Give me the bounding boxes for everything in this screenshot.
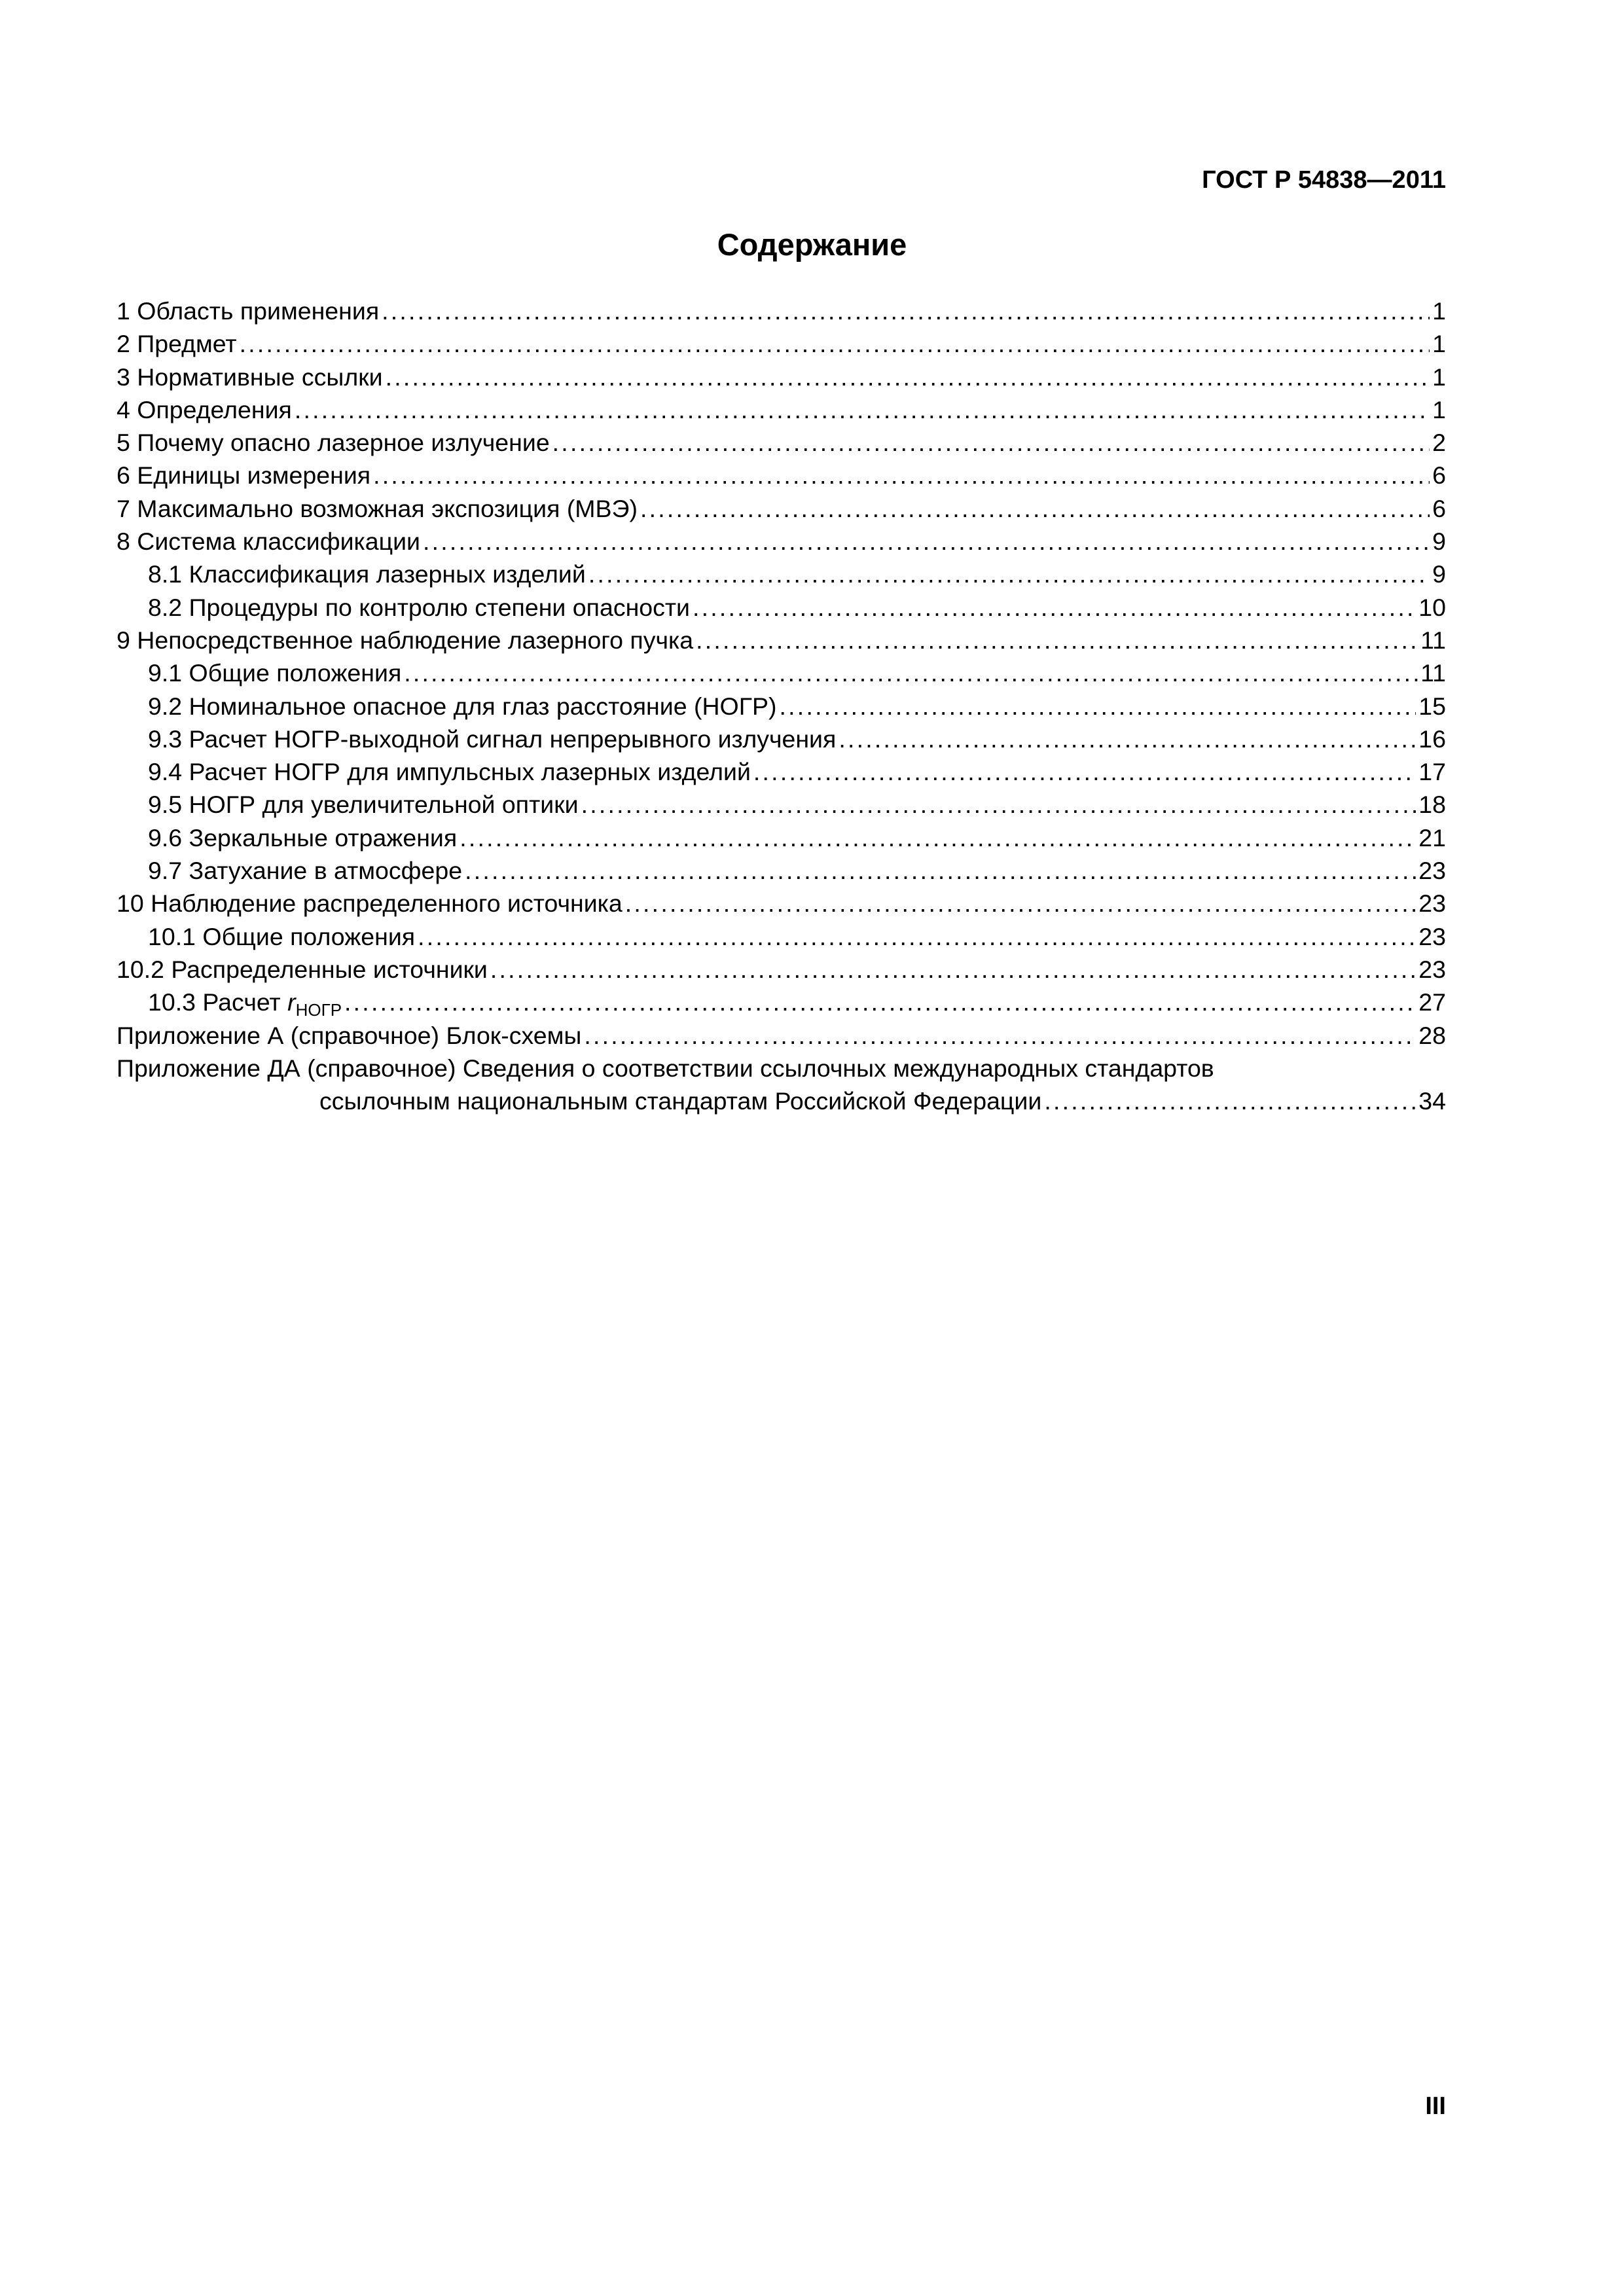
- toc-entry-label-prefix: 10.3 Расчет: [148, 988, 288, 1016]
- toc-leader-dots: [780, 690, 1416, 723]
- toc-leader-dots: [460, 821, 1416, 854]
- toc-entry-page: 23: [1418, 922, 1446, 950]
- toc-entry-page: 10: [1418, 593, 1446, 621]
- toc-leader-dots: [753, 755, 1416, 788]
- toc-entry[interactable]: [117, 1019, 1446, 1052]
- symbol-subscript: НОГР: [295, 1000, 342, 1020]
- toc-leader-dots: [344, 986, 1416, 1018]
- toc-entry[interactable]: [117, 295, 1446, 327]
- toc-entry[interactable]: [117, 558, 1446, 590]
- toc-entry-page: 18: [1418, 791, 1446, 819]
- toc-leader-dots: [423, 525, 1430, 558]
- toc-entry-label: 8 Система классификации: [117, 528, 420, 556]
- toc-entry-page: 9: [1432, 560, 1446, 588]
- toc-entry-page: 6: [1432, 494, 1446, 522]
- toc-entry-label: 10.2 Распределенные источники: [117, 955, 488, 983]
- toc-entry[interactable]: [117, 525, 1446, 558]
- toc-entry-page: 15: [1418, 692, 1446, 720]
- toc-entry-label: 4 Определения: [117, 395, 292, 423]
- toc-entry[interactable]: [117, 393, 1446, 426]
- toc-entry-label: 2 Предмет: [117, 330, 237, 358]
- toc-leader-dots: [581, 788, 1416, 821]
- toc-leader-dots: [584, 1019, 1416, 1052]
- toc-entry-page: 34: [1418, 1087, 1446, 1115]
- toc-entry[interactable]: [117, 624, 1446, 656]
- toc-entry-label: 10 Наблюдение распределенного источника: [117, 889, 623, 918]
- toc-leader-dots: [404, 656, 1418, 689]
- toc-leader-dots: [625, 887, 1416, 920]
- page-number: III: [1425, 2092, 1446, 2120]
- toc-entry[interactable]: [117, 986, 1446, 1018]
- toc-leader-dots: [373, 459, 1430, 492]
- toc-entry-page: 1: [1432, 330, 1446, 358]
- toc-entry-page: 17: [1418, 758, 1446, 786]
- toc-entry-page: 16: [1418, 725, 1446, 753]
- toc-entry[interactable]: [117, 426, 1446, 459]
- toc-entry[interactable]: [117, 723, 1446, 755]
- toc-entry[interactable]: [117, 591, 1446, 624]
- toc-entry-page: 23: [1418, 955, 1446, 983]
- toc-entry-page: 11: [1420, 626, 1446, 654]
- toc-leader-dots: [382, 295, 1430, 327]
- toc-entry-continuation[interactable]: [117, 1085, 1446, 1117]
- toc-entry-label-line2: ссылочным национальным стандартам Российской Федерации: [319, 1087, 1042, 1115]
- toc-entry-label: 9.7 Затухание в атмосфере: [148, 857, 463, 885]
- toc-entry-label: 9.3 Расчет НОГР-выходной сигнал непрерывного излучения: [148, 725, 837, 753]
- toc-entry[interactable]: [117, 920, 1446, 953]
- toc-entry-page: 28: [1418, 1021, 1446, 1049]
- toc-entry[interactable]: [117, 821, 1446, 854]
- toc-entry-page: 23: [1418, 889, 1446, 918]
- toc-entry-label: Приложение А (справочное) Блок-схемы: [117, 1021, 582, 1049]
- toc-entry-page: 27: [1418, 988, 1446, 1016]
- toc-entry-page: 2: [1432, 429, 1446, 457]
- toc-entry-page: 1: [1432, 395, 1446, 423]
- toc-entry-label: 9.5 НОГР для увеличительной оптики: [148, 791, 579, 819]
- toc-entry-label: 10.1 Общие положения: [148, 922, 416, 950]
- toc-entry[interactable]: [117, 755, 1446, 788]
- toc-title: Содержание: [717, 227, 907, 262]
- toc-entry-label: 3 Нормативные ссылки: [117, 363, 383, 391]
- toc-entry[interactable]: [117, 788, 1446, 821]
- toc-entry-label: 9.6 Зеркальные отражения: [148, 823, 458, 852]
- toc-entry-label: 9.1 Общие положения: [148, 659, 402, 687]
- toc-leader-dots: [418, 920, 1416, 953]
- toc-leader-dots: [1044, 1085, 1416, 1117]
- toc-entry-page: 6: [1432, 461, 1446, 490]
- toc-entry[interactable]: [117, 690, 1446, 723]
- toc-entry[interactable]: [117, 854, 1446, 887]
- toc-entry-label: 9.2 Номинальное опасное для глаз расстояние (НОГР): [148, 692, 777, 720]
- toc-entry[interactable]: [117, 361, 1446, 393]
- toc-entry-label: 5 Почему опасно лазерное излучение: [117, 429, 550, 457]
- toc-entry[interactable]: [117, 459, 1446, 492]
- toc-entry-page: 23: [1418, 857, 1446, 885]
- toc-entry-label: 8.2 Процедуры по контролю степени опасности: [148, 593, 691, 621]
- toc-entry-label: 1 Область применения: [117, 297, 380, 325]
- toc-entry[interactable]: [117, 887, 1446, 920]
- toc-entry-page: 9: [1432, 528, 1446, 556]
- toc-leader-dots: [295, 393, 1430, 426]
- toc-entry[interactable]: [117, 656, 1446, 689]
- toc-entry-label-line1: Приложение ДА (справочное) Сведения о соответствии ссылочных международных стандартов: [117, 1054, 1214, 1082]
- toc-entry[interactable]: [117, 1052, 1446, 1085]
- document-code: ГОСТ Р 54838—2011: [1202, 166, 1446, 194]
- toc-leader-dots: [588, 558, 1430, 590]
- toc-entry[interactable]: [117, 492, 1446, 525]
- toc-leader-dots: [386, 361, 1430, 393]
- toc-entry[interactable]: [117, 953, 1446, 986]
- toc-leader-dots: [693, 591, 1416, 624]
- toc-leader-dots: [465, 854, 1416, 887]
- toc-leader-dots: [839, 723, 1416, 755]
- toc-leader-dots: [490, 953, 1416, 986]
- toc-entry-label: 9 Непосредственное наблюдение лазерного пучка: [117, 626, 694, 654]
- toc-entry-label: 7 Максимально возможная экспозиция (МВЭ): [117, 494, 638, 522]
- toc-entry[interactable]: [117, 327, 1446, 360]
- toc-leader-dots: [240, 327, 1430, 360]
- toc-entry-page: 1: [1432, 363, 1446, 391]
- toc-leader-dots: [640, 492, 1430, 525]
- toc-entry-label: 8.1 Классификация лазерных изделий: [148, 560, 586, 588]
- toc-entry-page: 21: [1418, 823, 1446, 852]
- toc-entry-page: 1: [1432, 297, 1446, 325]
- toc-entry-page: 11: [1420, 659, 1446, 687]
- toc-entry-label: 6 Единицы измерения: [117, 461, 371, 490]
- toc-entry-label: 9.4 Расчет НОГР для импульсных лазерных изделий: [148, 758, 751, 786]
- toc-entry-label: [148, 986, 342, 1018]
- table-of-contents: [117, 295, 1446, 1117]
- toc-leader-dots: [552, 426, 1430, 459]
- symbol-r: r: [287, 988, 296, 1016]
- toc-leader-dots: [696, 624, 1418, 656]
